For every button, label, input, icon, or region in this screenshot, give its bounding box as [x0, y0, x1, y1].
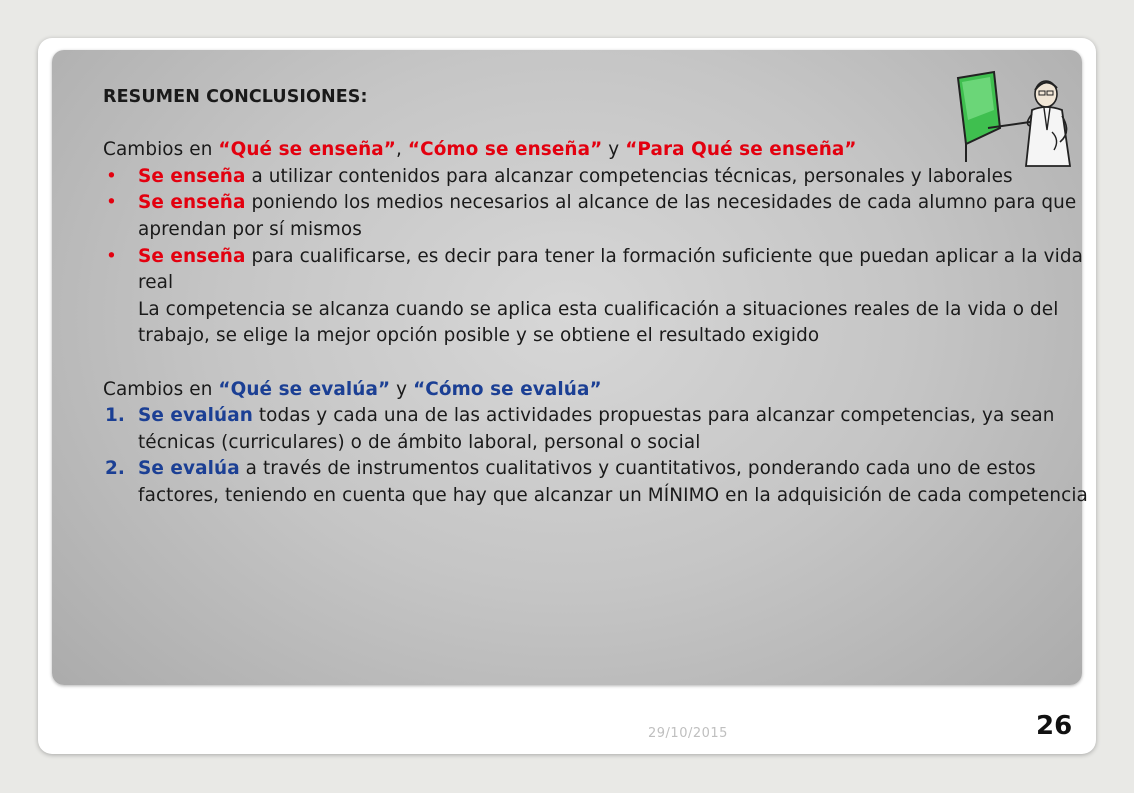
item-number: 2.	[105, 458, 125, 480]
bullet-lead: Se enseña	[138, 245, 246, 267]
bullet-text: para cualificarse, es decir para tener la formación suficiente que puedan aplicar a la vida real	[138, 245, 1083, 294]
bullet-lead: Se enseña	[138, 192, 246, 214]
bullet-lead: Se enseña	[138, 165, 246, 187]
bullet-text: a utilizar contenidos para alcanzar competencias técnicas, personales y laborales	[245, 165, 1013, 187]
evaluation-item	[103, 403, 1088, 456]
item-lead: Se evalúa	[138, 458, 240, 480]
separator: ,	[396, 139, 408, 161]
evaluation-what: “Qué se evalúa”	[218, 378, 391, 400]
item-text: a través de instrumentos cualitativos y cuantitativos, ponderando cada uno de estos factores, teniendo en cuenta que hay que alcanzar un MÍNIMO en la adquisición de cada competencia	[138, 458, 1088, 506]
bullet-icon: •	[106, 192, 117, 214]
item-lead: Se evalúan	[138, 405, 253, 427]
evaluation-how: “Cómo se evalúa”	[413, 378, 602, 400]
item-number: 1.	[105, 405, 125, 427]
evaluation-item	[103, 456, 1088, 509]
teaching-why: “Para Qué se enseña”	[625, 139, 857, 161]
competence-note: La competencia se alcanza cuando se aplica esta cualificación a situaciones reales de la vida o del trabajo, se elige la mejor opción posible y se obtiene el resultado exigido	[138, 298, 1059, 347]
bullet-icon: •	[106, 245, 117, 267]
separator: y	[390, 378, 414, 400]
teaching-bullet	[103, 190, 1088, 243]
teaching-bullet	[103, 244, 1088, 297]
evaluation-changes-line	[103, 377, 1088, 404]
page-number: 26	[1036, 711, 1073, 741]
teaching-intro: Cambios en	[103, 139, 219, 161]
item-text: todas y cada una de las actividades propuestas para alcanzar competencias, ya sean técnicas (curriculares) o de ámbito laboral, personal o social	[138, 405, 1055, 453]
slide-text	[103, 84, 1088, 510]
separator: y	[602, 139, 626, 161]
teaching-what: “Qué se enseña”	[218, 139, 396, 161]
teaching-changes-line	[103, 137, 1088, 164]
teaching-bullet	[103, 164, 1088, 191]
evaluation-intro: Cambios en	[103, 378, 219, 400]
teaching-how: “Cómo se enseña”	[407, 139, 603, 161]
bullet-icon: •	[106, 165, 117, 187]
footer-date: 29/10/2015	[648, 726, 728, 741]
slide-heading: RESUMEN CONCLUSIONES:	[103, 87, 368, 107]
bullet-text: poniendo los medios necesarios al alcance de las necesidades de cada alumno para que aprendan por sí mismos	[138, 192, 1077, 240]
